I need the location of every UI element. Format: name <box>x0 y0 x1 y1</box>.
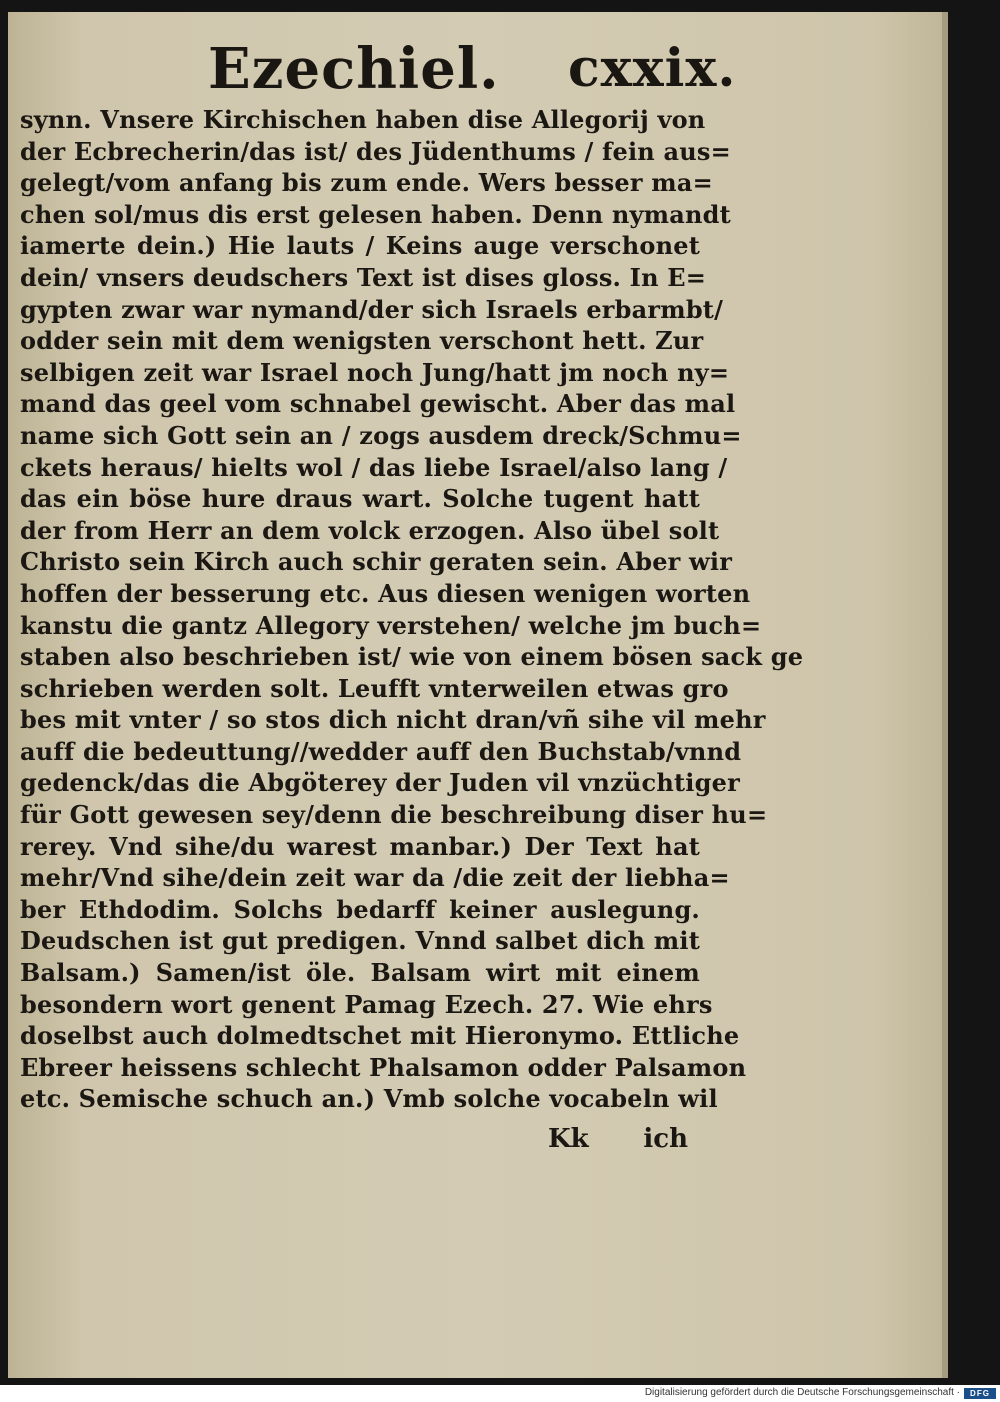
text-line: gypten zwar war nymand/der sich Israels erbarmbt/ <box>20 294 724 324</box>
catchword: ich <box>643 1124 688 1154</box>
text-line: selbigen zeit war Israel noch Jung/hatt jm noch ny= <box>20 357 730 387</box>
signature-mark: Kk <box>548 1124 589 1154</box>
text-line: kanstu die gantz Allegory verstehen/ welche jm buch= <box>20 610 762 640</box>
book-page <box>8 12 948 1378</box>
text-line: mand das geel vom schnabel gewischt. Aber das mal <box>20 389 736 419</box>
page-edge <box>942 12 948 1378</box>
text-line: schrieben werden solt. Leufft vnterweilen etwas gro <box>20 673 729 703</box>
text-line: name sich Gott sein an / zogs ausdem dreck/Schmu= <box>20 420 742 450</box>
catchline <box>548 1124 688 1160</box>
text-line: das ein böse hure draus wart. Solche tugent hatt <box>20 484 700 514</box>
folio-number: cxxix. <box>568 38 737 99</box>
text-line: hoffen der besserung etc. Aus diesen wenigen worten <box>20 578 751 608</box>
text-line: etc. Semische schuch an.) Vmb solche vocabeln wil <box>20 1084 718 1114</box>
text-line: ber Ethdodim. Solchs bedarff keiner auslegung. <box>20 894 700 924</box>
dfg-logo: DFG <box>964 1388 996 1399</box>
text-line: der Ecbrecherin/das ist/ des Jüdenthums / fein aus= <box>20 136 731 166</box>
text-line: rerey. Vnd sihe/du warest manbar.) Der Text hat <box>20 831 700 861</box>
text-line: Balsam.) Samen/ist öle. Balsam wirt mit einem <box>20 958 700 988</box>
funding-credit: Digitalisierung gefördert durch die Deutsche Forschungsgemeinschaft · <box>644 1387 960 1398</box>
text-line: für Gott gewesen sey/denn die beschreibung diser hu= <box>20 800 768 830</box>
running-title: Ezechiel. <box>208 36 500 102</box>
text-line: gedenck/das die Abgöterey der Juden vil vnzüchtiger <box>20 768 740 798</box>
text-line: bes mit vnter / so stos dich nicht dran/vñ sihe vil mehr <box>20 705 766 735</box>
text-line: staben also beschrieben ist/ wie von einem bösen sack ge <box>20 642 804 672</box>
text-line: Christo sein Kirch auch schir geraten sein. Aber wir <box>20 547 733 577</box>
text-line: gelegt/vom anfang bis zum ende. Wers besser ma= <box>20 168 713 198</box>
text-line: ckets heraus/ hielts wol / das liebe Israel/also lang / <box>20 452 728 482</box>
text-line: iamerte dein.) Hie lauts / Keins auge verschonet <box>20 231 700 261</box>
text-line: odder sein mit dem wenigsten verschont hett. Zur <box>20 326 704 356</box>
text-line: chen sol/mus dis erst gelesen haben. Denn nymandt <box>20 199 731 229</box>
text-line: Ebreer heissens schlecht Phalsamon odder Palsamon <box>20 1052 747 1082</box>
body-text <box>20 104 804 1115</box>
text-line: synn. Vnsere Kirchischen haben dise Allegorij von <box>20 105 706 134</box>
text-line: dein/ vnsers deudschers Text ist dises gloss. In E= <box>20 262 707 292</box>
text-line: Deudschen ist gut predigen. Vnnd salbet dich mit <box>20 926 700 956</box>
text-line: doselbst auch dolmedtschet mit Hieronymo. Ettliche <box>20 1021 740 1051</box>
digitization-footer <box>0 1385 1000 1402</box>
text-line: der from Herr an dem volck erzogen. Also übel solt <box>20 515 720 545</box>
text-line: besondern wort genent Pamag Ezech. 27. Wie ehrs <box>20 989 713 1019</box>
text-line: mehr/Vnd sihe/dein zeit war da /die zeit der liebha= <box>20 863 730 893</box>
text-line: auff die bedeuttung//wedder auff den Buchstab/vnnd <box>20 736 742 766</box>
